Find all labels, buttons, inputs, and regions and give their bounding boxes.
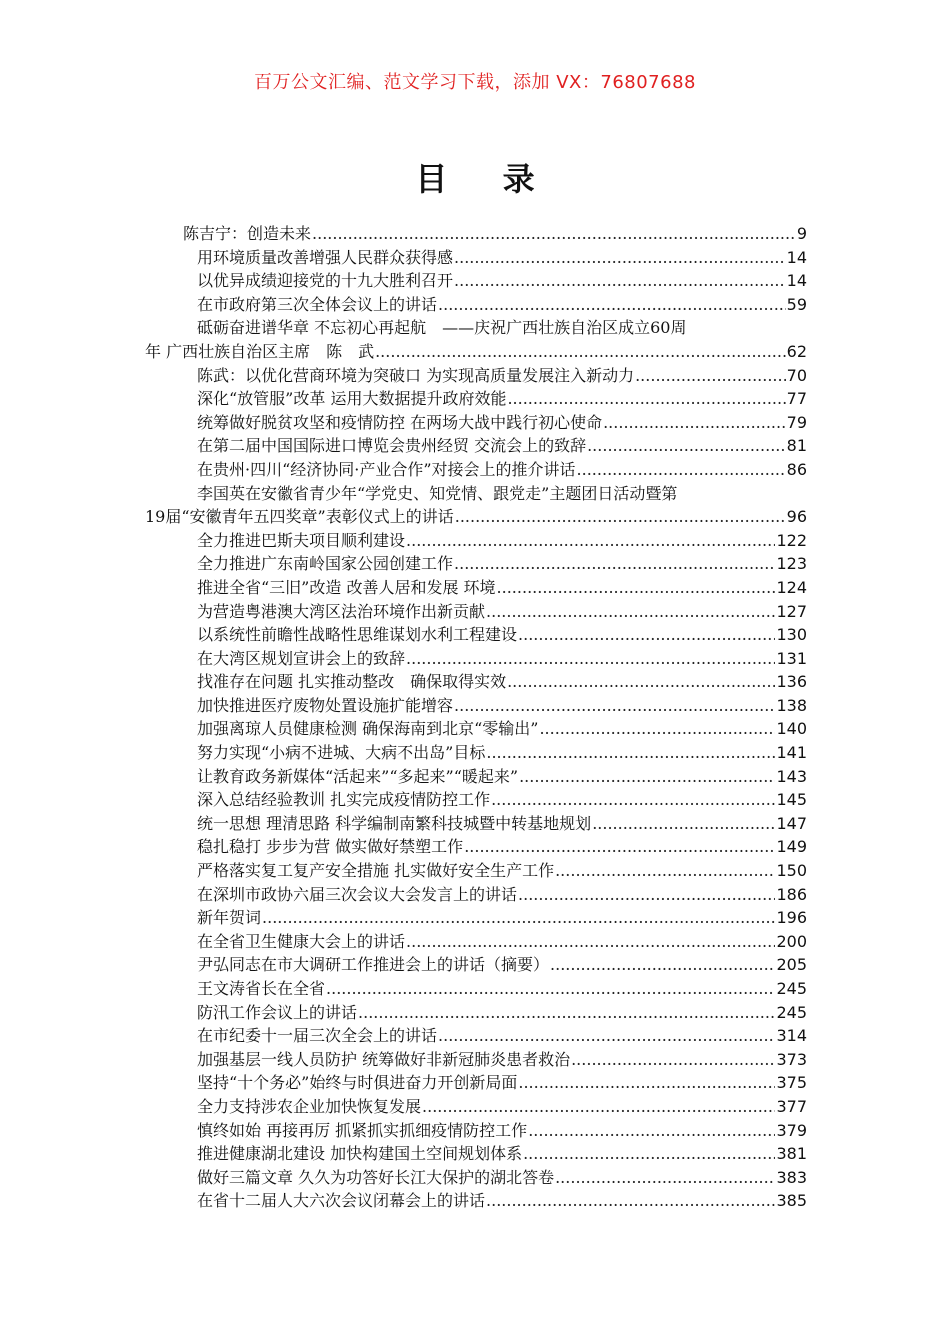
dot-leader: [438, 293, 786, 317]
toc-entry-page: 127: [776, 601, 807, 621]
toc-entry-page: 149: [776, 837, 807, 857]
toc-entry-title: 在全省卫生健康大会上的讲话: [197, 931, 406, 951]
toc-entry-page: 373: [776, 1049, 807, 1069]
toc-entry-title: 在市纪委十一届三次全会上的讲话: [197, 1026, 438, 1046]
toc-entry-title: 陈吉宁：创造未来: [183, 224, 312, 243]
dot-leader: [454, 246, 786, 270]
toc-entry-title: 全力推进广东南岭国家公园创建工作: [197, 554, 454, 574]
toc-entry-title: 加强基层一线人员防护 统筹做好非新冠肺炎患者救治: [197, 1049, 571, 1069]
toc-entry[interactable]: [145, 1095, 807, 1119]
toc-entry-page: 59: [786, 294, 807, 314]
toc-entry[interactable]: [145, 694, 807, 718]
table-of-contents: [145, 222, 807, 1213]
toc-entry-title: 统一思想 理清思路 科学编制南繁科技城暨中转基地规划: [197, 813, 592, 833]
toc-entry-page: 77: [786, 389, 807, 409]
toc-entry[interactable]: [145, 1024, 807, 1048]
dot-leader: [262, 906, 775, 930]
dot-leader: [312, 222, 796, 246]
toc-entry-title: 以系统性前瞻性战略性思维谋划水利工程建设: [197, 625, 518, 645]
toc-entry[interactable]: [145, 576, 807, 600]
dot-leader: [454, 694, 775, 718]
dot-leader: [486, 600, 775, 624]
toc-entry-page: 314: [776, 1026, 807, 1046]
toc-entry[interactable]: [145, 269, 807, 293]
toc-entry[interactable]: [145, 1071, 807, 1095]
dot-leader: [555, 859, 775, 883]
dot-leader: [406, 647, 775, 671]
toc-entry-title-line2: 19届“安徽青年五四奖章”表彰仪式上的讲话: [145, 507, 454, 527]
dot-leader: [507, 387, 785, 411]
toc-entry[interactable]: [145, 293, 807, 317]
dot-leader: [406, 930, 775, 954]
dot-leader: [528, 1119, 775, 1143]
toc-entry-page: 150: [776, 861, 807, 881]
toc-entry[interactable]: [145, 623, 807, 647]
dot-leader: [518, 623, 775, 647]
toc-entry-title: 让教育政务新媒体“活起来”“多起来”“暖起来”: [197, 766, 519, 786]
toc-entry-page: 62: [786, 341, 807, 361]
dot-leader: [491, 788, 775, 812]
dot-leader: [486, 1189, 775, 1213]
toc-entry-page: 245: [776, 1002, 807, 1022]
dot-leader: [486, 741, 775, 765]
toc-entry-page: 131: [776, 648, 807, 668]
toc-entry-title: 在深圳市政协六届三次会议大会发言上的讲话: [197, 884, 518, 904]
toc-entry[interactable]: [145, 552, 807, 576]
dot-leader: [550, 953, 775, 977]
toc-entry[interactable]: [145, 647, 807, 671]
toc-entry-title: 严格落实复工复产安全措施 扎实做好安全生产工作: [197, 861, 555, 881]
dot-leader: [518, 1071, 775, 1095]
toc-entry-title: 推进全省“三旧”改造 改善人居和发展 环境: [197, 577, 496, 597]
toc-entry-title: 王文涛省长在全省: [197, 979, 326, 998]
toc-entry-title: 为营造粤港澳大湾区法治环境作出新贡献: [197, 601, 486, 621]
dot-leader: [519, 765, 775, 789]
dot-leader: [592, 812, 775, 836]
dot-leader: [497, 576, 776, 600]
toc-entry-title: 统筹做好脱贫攻坚和疫情防控 在两场大战中践行初心使命: [197, 412, 603, 432]
page-title: 目 录: [415, 160, 557, 198]
toc-entry-title: 做好三篇文章 久久为功答好长江大保护的湖北答卷: [197, 1167, 555, 1187]
toc-entry[interactable]: [145, 977, 807, 1001]
toc-entry-page: 383: [776, 1167, 807, 1187]
toc-entry-page: 186: [776, 884, 807, 904]
toc-entry-title: 在省十二届人大六次会议闭幕会上的讲话: [197, 1191, 486, 1211]
toc-entry-title-line2: 年 广西壮族自治区主席 陈 武: [145, 341, 375, 361]
toc-entry-title: 全力支持涉农企业加快恢复发展: [197, 1096, 422, 1116]
toc-entry[interactable]: [145, 835, 807, 859]
toc-entry[interactable]: [145, 670, 807, 694]
toc-entry-page: 130: [776, 625, 807, 645]
toc-entry[interactable]: [145, 883, 807, 907]
dot-leader: [571, 1048, 775, 1072]
dot-leader: [603, 411, 786, 435]
toc-entry[interactable]: [145, 1048, 807, 1072]
toc-entry-page: 196: [776, 908, 807, 928]
toc-entry-title: 稳扎稳打 步步为营 做实做好禁塑工作: [197, 837, 464, 857]
toc-entry-title-line1: 李国英在安徽省青少年“学党史、知党情、跟党走”主题团日活动暨第: [197, 483, 678, 503]
toc-entry[interactable]: [145, 906, 807, 930]
toc-entry[interactable]: [145, 1142, 807, 1166]
toc-entry-page: 200: [776, 931, 807, 951]
toc-entry-page: 9: [796, 224, 807, 243]
toc-entry-page: 141: [776, 743, 807, 763]
dot-leader: [438, 1024, 775, 1048]
toc-entry-title: 慎终如始 再接再厉 抓紧抓实抓细疫情防控工作: [197, 1120, 528, 1140]
toc-entry[interactable]: [145, 859, 807, 883]
toc-entry-title: 在贵州·四川“经济协同·产业合作”对接会上的推介讲话: [197, 459, 576, 479]
toc-entry-title: 尹弘同志在市大调研工作推进会上的讲话（摘要）: [197, 955, 550, 975]
toc-entry-page: 143: [776, 766, 807, 786]
toc-entry[interactable]: [145, 788, 807, 812]
dot-leader: [375, 340, 786, 364]
toc-entry-title: 找准存在问题 扎实推动整改 确保取得实效: [197, 672, 507, 692]
toc-entry-title: 防汛工作会议上的讲话: [197, 1002, 358, 1022]
toc-entry[interactable]: [145, 1119, 807, 1143]
toc-entry[interactable]: [145, 1001, 807, 1025]
toc-entry[interactable]: [145, 434, 807, 458]
toc-entry-title: 在大湾区规划宣讲会上的致辞: [197, 648, 406, 668]
dot-leader: [539, 717, 775, 741]
toc-entry-page: 147: [776, 813, 807, 833]
toc-entry[interactable]: [145, 482, 807, 529]
dot-leader: [455, 505, 786, 529]
toc-entry-title: 加快推进医疗废物处置设施扩能增容: [197, 695, 454, 715]
toc-entry-page: 140: [776, 719, 807, 739]
toc-entry-page: 123: [776, 554, 807, 574]
toc-entry-page: 205: [776, 955, 807, 975]
toc-entry[interactable]: [145, 765, 807, 789]
dot-leader: [555, 1166, 775, 1190]
toc-entry-page: 375: [776, 1073, 807, 1093]
toc-entry-title: 努力实现“小病不进城、大病不出岛”目标: [197, 743, 486, 763]
dot-leader: [507, 670, 775, 694]
toc-entry-title: 深入总结经验教训 扎实完成疫情防控工作: [197, 790, 491, 810]
toc-entry[interactable]: [145, 222, 807, 246]
toc-entry-page: 381: [776, 1144, 807, 1164]
toc-entry[interactable]: [145, 364, 807, 388]
dot-leader: [422, 1095, 775, 1119]
toc-entry-page: 70: [786, 365, 807, 385]
toc-entry-title: 陈武：以优化营商环境为突破口 为实现高质量发展注入新动力: [197, 365, 635, 385]
toc-entry[interactable]: [145, 246, 807, 270]
toc-entry[interactable]: [145, 316, 807, 363]
dot-leader: [326, 977, 775, 1001]
dot-leader: [518, 883, 775, 907]
toc-entry-title: 推进健康湖北建设 加快构建国土空间规划体系: [197, 1144, 523, 1164]
toc-entry[interactable]: [145, 529, 807, 553]
toc-entry-title-line1: 砥砺奋进谱华章 不忘初心再起航 ——庆祝广西壮族自治区成立60周: [197, 318, 687, 338]
dot-leader: [635, 364, 786, 388]
toc-entry-page: 145: [776, 790, 807, 810]
toc-entry-title: 深化“放管服”改革 运用大数据提升政府效能: [197, 389, 507, 409]
toc-entry-title: 全力推进巴斯夫项目顺利建设: [197, 530, 406, 550]
toc-entry[interactable]: [145, 953, 807, 977]
dot-leader: [464, 835, 775, 859]
toc-entry-page: 122: [776, 530, 807, 550]
toc-entry[interactable]: [145, 1189, 807, 1213]
toc-entry-page: 385: [776, 1191, 807, 1211]
toc-entry-title: 加强离琼人员健康检测 确保海南到北京“零输出”: [197, 719, 539, 739]
toc-entry-page: 14: [786, 247, 807, 267]
toc-entry-title: 在市政府第三次全体会议上的讲话: [197, 294, 438, 314]
dot-leader: [587, 434, 786, 458]
toc-entry-page: 79: [786, 412, 807, 432]
toc-entry[interactable]: [145, 930, 807, 954]
dot-leader: [577, 458, 786, 482]
toc-entry-title: 新年贺词: [197, 908, 262, 928]
header-note: 百万公文汇编、范文学习下载，添加 VX：76807688: [254, 72, 696, 93]
dot-leader: [358, 1001, 775, 1025]
toc-entry[interactable]: [145, 411, 807, 435]
toc-entry-page: 138: [776, 695, 807, 715]
toc-entry-title: 以优异成绩迎接党的十九大胜利召开: [197, 271, 454, 291]
toc-entry-page: 81: [786, 436, 807, 456]
toc-entry[interactable]: [145, 812, 807, 836]
toc-entry-page: 377: [776, 1096, 807, 1116]
toc-entry-title: 坚持“十个务必”始终与时俱进奋力开创新局面: [197, 1073, 518, 1093]
toc-entry[interactable]: [145, 717, 807, 741]
toc-entry[interactable]: [145, 1166, 807, 1190]
toc-entry[interactable]: [145, 458, 807, 482]
dot-leader: [406, 529, 775, 553]
toc-entry-page: 86: [786, 459, 807, 479]
toc-entry-title: 用环境质量改善增强人民群众获得感: [197, 247, 454, 267]
toc-entry-page: 14: [786, 271, 807, 291]
toc-entry-page: 96: [786, 507, 807, 527]
dot-leader: [454, 552, 775, 576]
toc-entry-page: 136: [776, 672, 807, 692]
toc-entry-title: 在第二届中国国际进口博览会贵州经贸 交流会上的致辞: [197, 436, 587, 456]
toc-entry[interactable]: [145, 387, 807, 411]
toc-entry[interactable]: [145, 741, 807, 765]
toc-entry[interactable]: [145, 600, 807, 624]
dot-leader: [523, 1142, 775, 1166]
toc-entry-page: 124: [776, 577, 807, 597]
toc-entry-page: 245: [776, 979, 807, 998]
toc-entry-page: 379: [776, 1120, 807, 1140]
dot-leader: [454, 269, 786, 293]
